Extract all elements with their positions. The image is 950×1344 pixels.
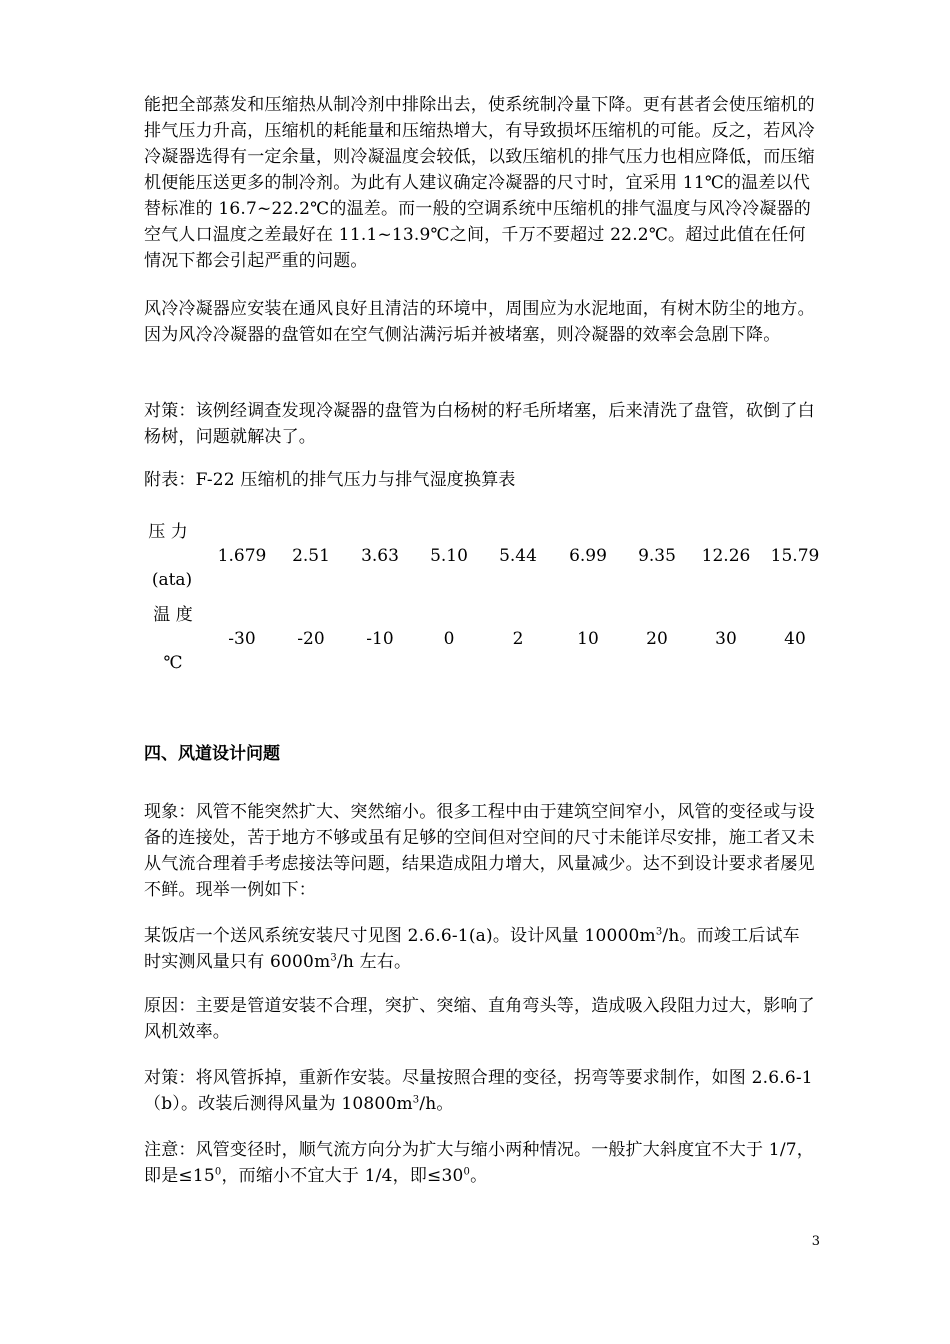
superscript: 3 <box>655 926 663 938</box>
pressure-cell: 5.44 <box>499 546 537 566</box>
text-run: 注意：风管变径时，顺气流方向分为扩大与缩小两种情况。一般扩大斜度宜不大于 1/7，即是≤15 <box>144 1140 814 1186</box>
paragraph-phenomenon: 现象：风管不能突然扩大、突然缩小。很多工程中由于建筑空间窄小，风管的变径或与设备的连接处，苦于地方不够或虽有足够的空间但对空间的尺寸未能详尽安排，施工者又未从气流合理着手考虑接法等问题，结果造成阻力增大，风量减少。达不到设计要求者屡见不鲜。现举一例如下： <box>144 802 815 900</box>
temperature-cell: 10 <box>577 629 599 649</box>
pressure-cell: 6.99 <box>569 546 607 566</box>
pressure-cell: 9.35 <box>638 546 676 566</box>
section-heading: 四、风道设计问题 <box>144 744 280 764</box>
temperature-cell: 2 <box>512 629 524 649</box>
temperature-cell: -20 <box>297 629 325 649</box>
text-run: /h。 <box>419 1094 454 1114</box>
superscript: 3 <box>412 1094 420 1106</box>
text-run: 对策：将风管拆掉，重新作安装。尽量按照合理的变径，拐弯等要求制作，如图 2.6.6-1（b）。改装后测得风量为 10800m <box>144 1068 813 1114</box>
paragraph-note <box>144 1137 816 1189</box>
paragraph-example <box>144 923 816 975</box>
paragraph-condenser-sizing: 能把全部蒸发和压缩热从制冷剂中排除出去，使系统制冷量下降。更有甚者会使压缩机的排气压力升高，压缩机的耗能量和压缩热增大，有导致损坏压缩机的可能。反之，若风冷冷凝器选得有一定余量，则冷凝温度会较低，以致压缩机的排气压力也相应降低，而压缩机便能压送更多的制冷剂。为此有人建议确定冷凝器的尺寸时，宜采用 11℃的温差以代替标准的 16.7~22.2℃的温差。而一般的空调系统中压缩机的排气温度与风冷冷凝器的空气人口温度之差最好在 11.1~13.9℃之间，千万不要超过 22.2℃。超过此值在任何情况下都会引起严重的问题。 <box>144 95 815 271</box>
table-caption: 附表：F-22 压缩机的排气压力与排气湿度换算表 <box>144 470 516 490</box>
temperature-cell: 0 <box>443 629 455 649</box>
pressure-cell: 15.79 <box>770 546 820 566</box>
pressure-cell: 2.51 <box>292 546 330 566</box>
temperature-cell: -10 <box>366 629 394 649</box>
superscript: 0 <box>463 1166 471 1178</box>
temperature-cell: -30 <box>228 629 256 649</box>
temperature-cell: 40 <box>784 629 806 649</box>
temperature-unit-label: ℃ <box>163 653 183 673</box>
paragraph-countermeasure-1: 对策：该例经调查发现冷凝器的盘管为白杨树的籽毛所堵塞，后来清洗了盘管，砍倒了白杨树，问题就解决了。 <box>144 401 815 447</box>
superscript: 0 <box>214 1166 222 1178</box>
paragraph-countermeasure-2 <box>144 1065 816 1117</box>
text-run: 。 <box>470 1166 488 1186</box>
pressure-cell: 3.63 <box>361 546 399 566</box>
text-run: ，而缩小不宜大于 1/4，即≤30 <box>221 1166 464 1186</box>
temperature-label: 温 度 <box>153 605 193 625</box>
paragraph-condenser-installation: 风冷冷凝器应安装在通风良好且清洁的环境中，周围应为水泥地面，有树木防尘的地方。因为风冷冷凝器的盘管如在空气侧沾满污垢并被堵塞，则冷凝器的效率会急剧下降。 <box>144 299 815 345</box>
text-run: 某饭店一个送风系统安装尺寸见图 2.6.6-1(a)。设计风量 10000m <box>144 926 656 946</box>
paragraph-cause: 原因：主要是管道安装不合理，突扩、突缩、直角弯头等，造成吸入段阻力过大，影响了风机效率。 <box>144 996 815 1042</box>
pressure-cell: 5.10 <box>430 546 468 566</box>
pressure-cell: 1.679 <box>217 546 267 566</box>
text-run: /h 左右。 <box>336 952 412 972</box>
text-run: /h。而竣工后试车时实测风量只有 6000m <box>144 926 800 972</box>
superscript: 3 <box>330 952 337 964</box>
pressure-cell: 12.26 <box>701 546 751 566</box>
temperature-cell: 20 <box>646 629 668 649</box>
pressure-unit-label: (ata) <box>151 570 193 590</box>
pressure-label: 压 力 <box>148 522 188 542</box>
page-number: 3 <box>811 1234 820 1249</box>
temperature-cell: 30 <box>715 629 737 649</box>
